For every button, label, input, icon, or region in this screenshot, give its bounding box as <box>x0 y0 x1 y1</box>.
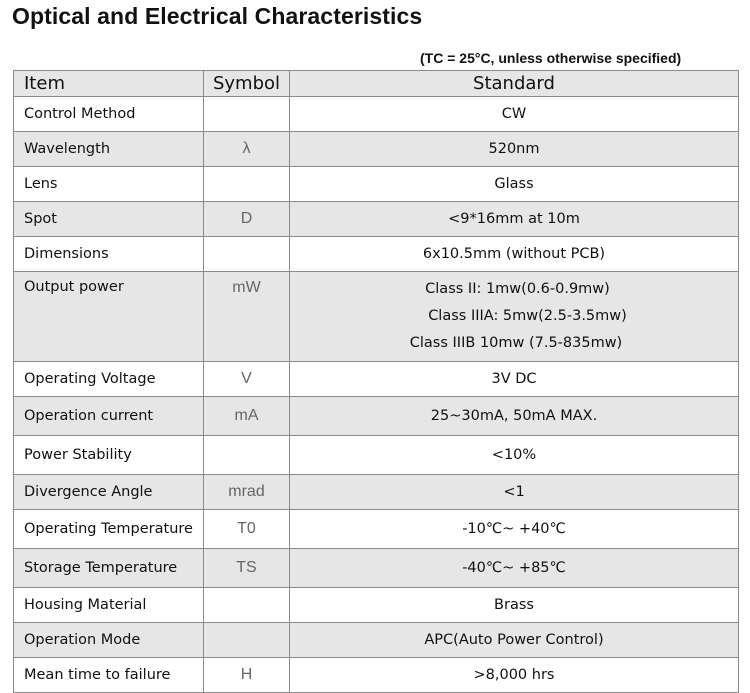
row-item: Operation Mode <box>14 623 204 658</box>
table-header-row <box>14 71 739 97</box>
row-symbol: T0 <box>204 510 290 549</box>
row-item: Housing Material <box>14 588 204 623</box>
table-row <box>14 588 739 623</box>
table-row <box>14 397 739 436</box>
row-symbol <box>204 237 290 272</box>
row-standard: >8,000 hrs <box>290 658 739 693</box>
row-standard: 25~30mA, 50mA MAX. <box>290 397 739 436</box>
row-standard: CW <box>290 97 739 132</box>
row-symbol: mW <box>204 272 290 362</box>
row-standard: -10℃~ +40℃ <box>290 510 739 549</box>
characteristics-table <box>13 70 739 693</box>
row-standard: 520nm <box>290 132 739 167</box>
row-symbol: D <box>204 202 290 237</box>
table-row <box>14 436 739 475</box>
row-standard: <1 <box>290 475 739 510</box>
table-row <box>14 475 739 510</box>
row-item: Operation current <box>14 397 204 436</box>
table-row <box>14 623 739 658</box>
row-symbol: TS <box>204 549 290 588</box>
row-symbol <box>204 97 290 132</box>
conditions-note: (TC = 25°C, unless otherwise specified) <box>420 50 682 66</box>
row-symbol <box>204 623 290 658</box>
table-row <box>14 658 739 693</box>
row-symbol <box>204 436 290 475</box>
table-row <box>14 97 739 132</box>
header-symbol: Symbol <box>204 71 290 97</box>
table-row <box>14 362 739 397</box>
output-power-class-iiia: Class IIIA: 5mw(2.5-3.5mw) <box>428 308 627 324</box>
row-symbol: λ <box>204 132 290 167</box>
table-row <box>14 202 739 237</box>
table-row <box>14 272 739 362</box>
table-row <box>14 510 739 549</box>
row-item: Output power <box>14 272 204 362</box>
row-symbol <box>204 167 290 202</box>
row-symbol: mrad <box>204 475 290 510</box>
row-symbol: mA <box>204 397 290 436</box>
row-standard: -40℃~ +85℃ <box>290 549 739 588</box>
row-standard: <9*16mm at 10m <box>290 202 739 237</box>
row-symbol <box>204 588 290 623</box>
row-item: Divergence Angle <box>14 475 204 510</box>
row-symbol: V <box>204 362 290 397</box>
table-row <box>14 132 739 167</box>
row-standard: APC(Auto Power Control) <box>290 623 739 658</box>
row-standard: 6x10.5mm (without PCB) <box>290 237 739 272</box>
row-item: Operating Temperature <box>14 510 204 549</box>
row-symbol: H <box>204 658 290 693</box>
row-standard: 3V DC <box>290 362 739 397</box>
row-item: Power Stability <box>14 436 204 475</box>
row-item: Dimensions <box>14 237 204 272</box>
row-item: Lens <box>14 167 204 202</box>
table-row <box>14 549 739 588</box>
row-item: Spot <box>14 202 204 237</box>
row-item: Mean time to failure <box>14 658 204 693</box>
row-item: Operating Voltage <box>14 362 204 397</box>
output-power-class-iiib: Class IIIB 10mw (7.5-835mw) <box>409 335 623 351</box>
row-standard: Glass <box>290 167 739 202</box>
row-item: Wavelength <box>14 132 204 167</box>
table-row <box>14 237 739 272</box>
row-standard <box>290 272 739 362</box>
row-item: Storage Temperature <box>14 549 204 588</box>
page-title: Optical and Electrical Characteristics <box>12 3 423 29</box>
header-standard: Standard <box>290 71 739 97</box>
table-row <box>14 167 739 202</box>
header-item: Item <box>14 71 204 97</box>
row-standard: <10% <box>290 436 739 475</box>
output-power-class-ii: Class II: 1mw(0.6-0.9mw) <box>425 281 610 297</box>
row-standard: Brass <box>290 588 739 623</box>
row-item: Control Method <box>14 97 204 132</box>
